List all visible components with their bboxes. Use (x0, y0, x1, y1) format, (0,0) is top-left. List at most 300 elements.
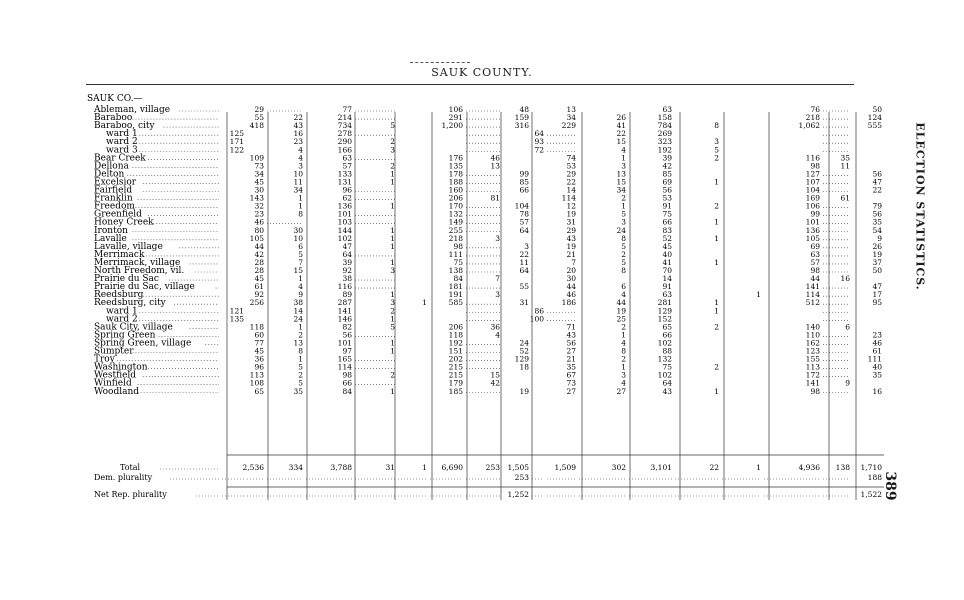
cell-value: 66 (662, 330, 672, 340)
cell-value: 133 (337, 169, 352, 179)
cell-value: 9 (298, 290, 303, 300)
cell-value: 21 (566, 354, 576, 364)
cell-value: 50 (872, 266, 882, 275)
total-value: 334 (288, 463, 303, 472)
cell-value: 123 (805, 346, 820, 356)
cell-value: 218 (448, 233, 463, 243)
cell-value: 5 (298, 249, 303, 259)
cell-value: 11 (293, 177, 303, 187)
cell-value: 512 (805, 298, 820, 308)
cell-value: 2 (714, 362, 719, 372)
row-label: ward 2 (106, 137, 138, 148)
cell-value: 98 (810, 161, 820, 171)
cell-value: 55 (254, 113, 264, 123)
cell-value: 8 (298, 346, 303, 356)
cell-value: 7 (495, 274, 500, 284)
cell-value: 1 (714, 386, 719, 396)
cell-value: 170 (448, 201, 463, 211)
cell-value: 102 (657, 370, 672, 380)
cell-value: 3 (621, 370, 626, 380)
cell-value: 1 (714, 306, 719, 316)
cell-value: 129 (657, 306, 672, 316)
cell-value: 101 (805, 217, 820, 227)
cell-value: 146 (337, 314, 352, 324)
cell-value: 124 (867, 113, 882, 123)
total-value: 3,788 (330, 463, 352, 472)
cell-value: 62 (342, 193, 352, 203)
cell-value: 79 (872, 201, 882, 211)
cell-value: 35 (872, 217, 882, 227)
cell-value: 47 (872, 177, 882, 187)
row-label: Bear Creek (94, 153, 146, 164)
cell-value: 5 (390, 322, 395, 332)
cell-value: 10 (293, 233, 303, 243)
cell-value: 12 (566, 201, 576, 211)
cell-value: 45 (254, 274, 264, 284)
cell-value: 3 (621, 217, 626, 227)
cell-value: 61 (872, 346, 882, 356)
cell-value: 70 (662, 266, 672, 275)
cell-value: 158 (657, 113, 672, 123)
cell-value: 178 (448, 169, 463, 179)
cell-value: 61 (254, 282, 264, 292)
cell-value: 4 (621, 338, 626, 348)
cell-value: 114 (337, 362, 352, 372)
cell-value: 16 (840, 274, 850, 284)
cell-value: 54 (872, 225, 882, 235)
cell-value: 206 (448, 193, 463, 203)
cell-value: 4 (621, 378, 626, 388)
cell-value: 75 (662, 209, 672, 219)
row-label: Honey Creek (94, 217, 154, 228)
row-label: Baraboo (94, 113, 133, 124)
cell-value: 65 (662, 322, 672, 332)
cell-value: 19 (566, 209, 576, 219)
cell-value: 34 (566, 113, 576, 123)
cell-value: 66 (519, 185, 529, 195)
total-value: 2,536 (242, 463, 264, 472)
cell-value: 15 (616, 177, 626, 187)
cell-value: 43 (566, 330, 576, 340)
cell-value: 106 (448, 105, 463, 114)
row-label: Washington (94, 362, 148, 373)
cell-value: 11 (519, 257, 529, 267)
cell-value: 1 (298, 193, 303, 203)
cell-value: 3 (524, 241, 529, 251)
row-label: Lavalle, village (94, 241, 163, 252)
cell-value: 14 (293, 306, 303, 316)
total-value: 6,690 (441, 463, 463, 472)
cell-value: 149 (448, 217, 463, 227)
row-label: Winfield (94, 378, 132, 389)
cell-value: 15 (293, 266, 303, 275)
cell-value: 1 (390, 241, 395, 251)
cell-value: 22 (872, 185, 882, 195)
dem-plurality-label: Dem. plurality (94, 473, 153, 482)
cell-value: 78 (519, 209, 529, 219)
cell-value: 16 (872, 386, 882, 396)
cell-value: 5 (390, 121, 395, 131)
cell-value: 41 (616, 121, 626, 131)
row-label: Greenfield (94, 209, 142, 220)
cell-value: 92 (254, 290, 264, 300)
cell-value: 229 (561, 121, 576, 131)
cell-value: 95 (872, 298, 882, 308)
row-label: Merrimack, village (94, 257, 181, 268)
cell-value: 20 (566, 266, 576, 275)
cell-value: 45 (254, 346, 264, 356)
cell-value: 555 (867, 121, 882, 131)
cell-value: 1 (390, 169, 395, 179)
cell-value: 281 (657, 298, 672, 308)
cell-value: 188 (448, 177, 463, 187)
cell-value: 99 (810, 209, 820, 219)
row-label: Woodland (94, 386, 140, 397)
cell-value: 3 (390, 298, 395, 308)
cell-value: 52 (519, 346, 529, 356)
row-label: Excelsior (94, 177, 137, 188)
cell-value: 55 (519, 282, 529, 292)
cell-value: 25 (616, 314, 626, 324)
cell-value: 7 (571, 257, 576, 267)
cell-value: 114 (805, 290, 820, 300)
cell-value: 31 (519, 298, 529, 308)
cell-value: 47 (342, 241, 352, 251)
cell-value: 5 (714, 145, 719, 155)
cell-value: 8 (298, 209, 303, 219)
cell-value: 60 (254, 330, 264, 340)
cell-value: 5 (621, 241, 626, 251)
cell-value: 111 (448, 249, 463, 259)
cell-value: 2 (621, 193, 626, 203)
cell-value: 42 (662, 161, 672, 171)
cell-value: 1 (422, 298, 427, 308)
cell-value: 23 (872, 330, 882, 340)
cell-value: 114 (561, 193, 576, 203)
cell-value: 98 (810, 386, 820, 396)
cell-value: 1 (621, 362, 626, 372)
cell-value: 30 (566, 274, 576, 284)
cell-value: 46 (872, 338, 882, 348)
cell-value: 24 (616, 225, 626, 235)
cell-value: 291 (448, 113, 463, 123)
cell-value: 105 (249, 233, 264, 243)
cell-value: 121 (229, 306, 244, 316)
cell-value: 4 (298, 145, 303, 155)
cell-value: 1,062 (798, 121, 820, 131)
cell-value: 69 (810, 241, 820, 251)
cell-value: 65 (254, 386, 264, 396)
cell-value: 99 (519, 169, 529, 179)
cell-value: 53 (662, 193, 672, 203)
cell-value: 56 (662, 185, 672, 195)
cell-value: 784 (657, 121, 672, 131)
row-label: Spring Green, village (94, 338, 192, 349)
cell-value: 56 (566, 338, 576, 348)
cell-value: 185 (448, 386, 463, 396)
cell-value: 37 (872, 257, 882, 267)
total-value: 1,710 (860, 463, 882, 472)
cell-value: 323 (657, 137, 672, 147)
cell-value: 73 (254, 161, 264, 171)
cell-value: 1 (621, 330, 626, 340)
cell-value: 31 (566, 217, 576, 227)
cell-value: 57 (519, 217, 529, 227)
cell-value: 108 (249, 378, 264, 388)
cell-value: 290 (337, 137, 352, 147)
cell-value: 13 (566, 105, 576, 114)
cell-value: 316 (514, 121, 529, 131)
total-value: 1 (756, 463, 761, 472)
row-label: ward 1 (106, 129, 138, 140)
cell-value: 36 (254, 354, 264, 364)
cell-value: 109 (249, 153, 264, 163)
page-number: 389 (882, 471, 898, 501)
cell-value: 14 (662, 274, 672, 284)
cell-value: 214 (337, 113, 352, 123)
cell-value: 256 (249, 298, 264, 308)
cell-value: 3 (390, 266, 395, 275)
cell-value: 35 (293, 386, 303, 396)
cell-value: 84 (342, 386, 352, 396)
cell-value: 81 (490, 193, 500, 203)
cell-value: 14 (566, 185, 576, 195)
cell-value: 2 (621, 249, 626, 259)
cell-value: 42 (490, 378, 500, 388)
cell-value: 269 (657, 129, 672, 139)
cell-value: 44 (566, 282, 576, 292)
cell-value: 2 (298, 370, 303, 380)
cell-value: 127 (805, 169, 820, 179)
cell-value: 104 (514, 201, 529, 211)
cell-value: 45 (254, 177, 264, 187)
cell-value: 2 (714, 153, 719, 163)
row-label: Baraboo, city (94, 121, 155, 132)
cell-value: 29 (566, 169, 576, 179)
total-value: 302 (611, 463, 626, 472)
cell-value: 215 (448, 370, 463, 380)
cell-value: 162 (805, 338, 820, 348)
net-plurality-value: 1,522 (860, 490, 882, 499)
cell-value: 63 (342, 153, 352, 163)
cell-value: 76 (810, 105, 820, 114)
cell-value: 41 (662, 257, 672, 267)
cell-value: 75 (662, 362, 672, 372)
row-label: Prairie du Sac, village (94, 282, 195, 293)
cell-value: 77 (254, 338, 264, 348)
cell-value: 143 (249, 193, 264, 203)
cell-value: 113 (805, 362, 820, 372)
cell-value: 75 (453, 257, 463, 267)
cell-value: 8 (621, 233, 626, 243)
cell-value: 96 (254, 362, 264, 372)
cell-value: 38 (293, 298, 303, 308)
dem-plurality-value: 253 (514, 473, 529, 482)
total-value: 3,101 (650, 463, 672, 472)
cell-value: 45 (662, 241, 672, 251)
cell-value: 1 (714, 217, 719, 227)
cell-value: 13 (616, 169, 626, 179)
row-label: Delton (94, 169, 125, 180)
cell-value: 1 (390, 201, 395, 211)
cell-value: 66 (342, 378, 352, 388)
row-label: Westfield (94, 370, 137, 381)
row-label: ward 2 (106, 314, 138, 325)
cell-value: 35 (872, 370, 882, 380)
cell-value: 26 (616, 113, 626, 123)
cell-value: 165 (337, 354, 352, 364)
cell-value: 84 (453, 274, 463, 284)
cell-value: 169 (805, 193, 820, 203)
cell-value: 17 (872, 290, 882, 300)
cell-value: 42 (254, 249, 264, 259)
row-label: Reedsburg, city (94, 298, 166, 309)
cell-value: 144 (337, 225, 352, 235)
cell-value: 22 (616, 129, 626, 139)
cell-value: 5 (621, 257, 626, 267)
cell-value: 26 (872, 241, 882, 251)
cell-value: 4 (298, 282, 303, 292)
row-label: Prairie du Sac (94, 274, 159, 285)
cell-value: 24 (293, 314, 303, 324)
cell-value: 1 (714, 177, 719, 187)
cell-value: 28 (254, 266, 264, 275)
cell-value: 171 (229, 137, 244, 147)
cell-value: 1 (298, 274, 303, 284)
cell-value: 27 (616, 386, 626, 396)
total-value: 31 (385, 463, 395, 472)
cell-value: 1 (714, 233, 719, 243)
cell-value: 1 (390, 257, 395, 267)
cell-value: 46 (566, 290, 576, 300)
cell-value: 4 (621, 145, 626, 155)
cell-value: 40 (662, 249, 672, 259)
cell-value: 72 (534, 145, 544, 155)
cell-value: 3 (298, 161, 303, 171)
cell-value: 131 (337, 177, 352, 187)
cell-value: 56 (342, 330, 352, 340)
cell-value: 89 (342, 290, 352, 300)
cell-value: 140 (805, 322, 820, 332)
cell-value: 118 (448, 330, 463, 340)
cell-value: 44 (616, 298, 626, 308)
cell-value: 1 (390, 386, 395, 396)
cell-value: 159 (514, 113, 529, 123)
cell-value: 93 (534, 137, 544, 147)
cell-value: 8 (714, 121, 719, 131)
cell-value: 1 (390, 225, 395, 235)
cell-value: 3 (621, 161, 626, 171)
cell-value: 69 (662, 177, 672, 187)
cell-value: 29 (254, 105, 264, 114)
cell-value: 176 (448, 153, 463, 163)
cell-value: 43 (662, 386, 672, 396)
cell-value: 63 (662, 105, 672, 114)
total-value: 4,936 (798, 463, 820, 472)
cell-value: 136 (805, 225, 820, 235)
row-label: Ironton (94, 225, 128, 236)
cell-value: 35 (566, 362, 576, 372)
cell-value: 1 (621, 153, 626, 163)
cell-value: 44 (254, 241, 264, 251)
cell-value: 122 (229, 145, 244, 155)
cell-value: 19 (616, 306, 626, 316)
cell-value: 2 (390, 370, 395, 380)
cell-value: 16 (293, 129, 303, 139)
cell-value: 155 (805, 354, 820, 364)
cell-value: 7 (298, 257, 303, 267)
cell-value: 64 (662, 378, 672, 388)
cell-value: 192 (448, 338, 463, 348)
cell-value: 13 (293, 338, 303, 348)
cell-value: 1 (390, 177, 395, 187)
cell-value: 48 (519, 105, 529, 114)
row-label: Troy (94, 354, 115, 365)
cell-value: 101 (337, 209, 352, 219)
cell-value: 215 (448, 362, 463, 372)
section-label: SAUK CO.— (87, 94, 143, 104)
cell-value: 39 (662, 153, 672, 163)
cell-value: 27 (566, 346, 576, 356)
cell-value: 136 (337, 201, 352, 211)
cell-value: 52 (662, 233, 672, 243)
cell-value: 100 (529, 314, 544, 324)
cell-value: 2 (714, 322, 719, 332)
cell-value: 5 (621, 209, 626, 219)
cell-value: 22 (566, 177, 576, 187)
cell-value: 1 (390, 346, 395, 356)
cell-value: 77 (342, 105, 352, 114)
cell-value: 2 (390, 306, 395, 316)
cell-value: 28 (254, 257, 264, 267)
cell-value: 1 (298, 201, 303, 211)
cell-value: 56 (872, 169, 882, 179)
cell-value: 85 (662, 169, 672, 179)
cell-value: 57 (342, 161, 352, 171)
cell-value: 46 (254, 217, 264, 227)
row-label: North Freedom, vil. (94, 266, 185, 276)
cell-value: 132 (448, 209, 463, 219)
cell-value: 206 (448, 322, 463, 332)
cell-value: 9 (877, 233, 882, 243)
cell-value: 71 (566, 322, 576, 332)
cell-value: 1 (390, 314, 395, 324)
cell-value: 166 (337, 145, 352, 155)
total-value: 1,509 (554, 463, 576, 472)
row-label: Merrimack (94, 249, 145, 260)
cell-value: 101 (337, 338, 352, 348)
cell-value: 18 (519, 362, 529, 372)
row-label: Dellona (94, 161, 129, 172)
cell-value: 585 (448, 298, 463, 308)
row-label: Reedsburg (94, 290, 144, 301)
cell-value: 98 (810, 266, 820, 275)
cell-value: 23 (254, 209, 264, 219)
cell-value: 23 (293, 137, 303, 147)
cell-value: 186 (561, 298, 576, 308)
cell-value: 3 (495, 290, 500, 300)
cell-value: 5 (298, 378, 303, 388)
cell-value: 63 (810, 249, 820, 259)
cell-value: 5 (298, 362, 303, 372)
cell-value: 24 (519, 338, 529, 348)
cell-value: 32 (254, 201, 264, 211)
cell-value: 191 (448, 290, 463, 300)
cell-value: 13 (490, 161, 500, 171)
cell-value: 50 (872, 105, 882, 114)
cell-value: 1 (390, 290, 395, 300)
cell-value: 61 (840, 193, 850, 203)
